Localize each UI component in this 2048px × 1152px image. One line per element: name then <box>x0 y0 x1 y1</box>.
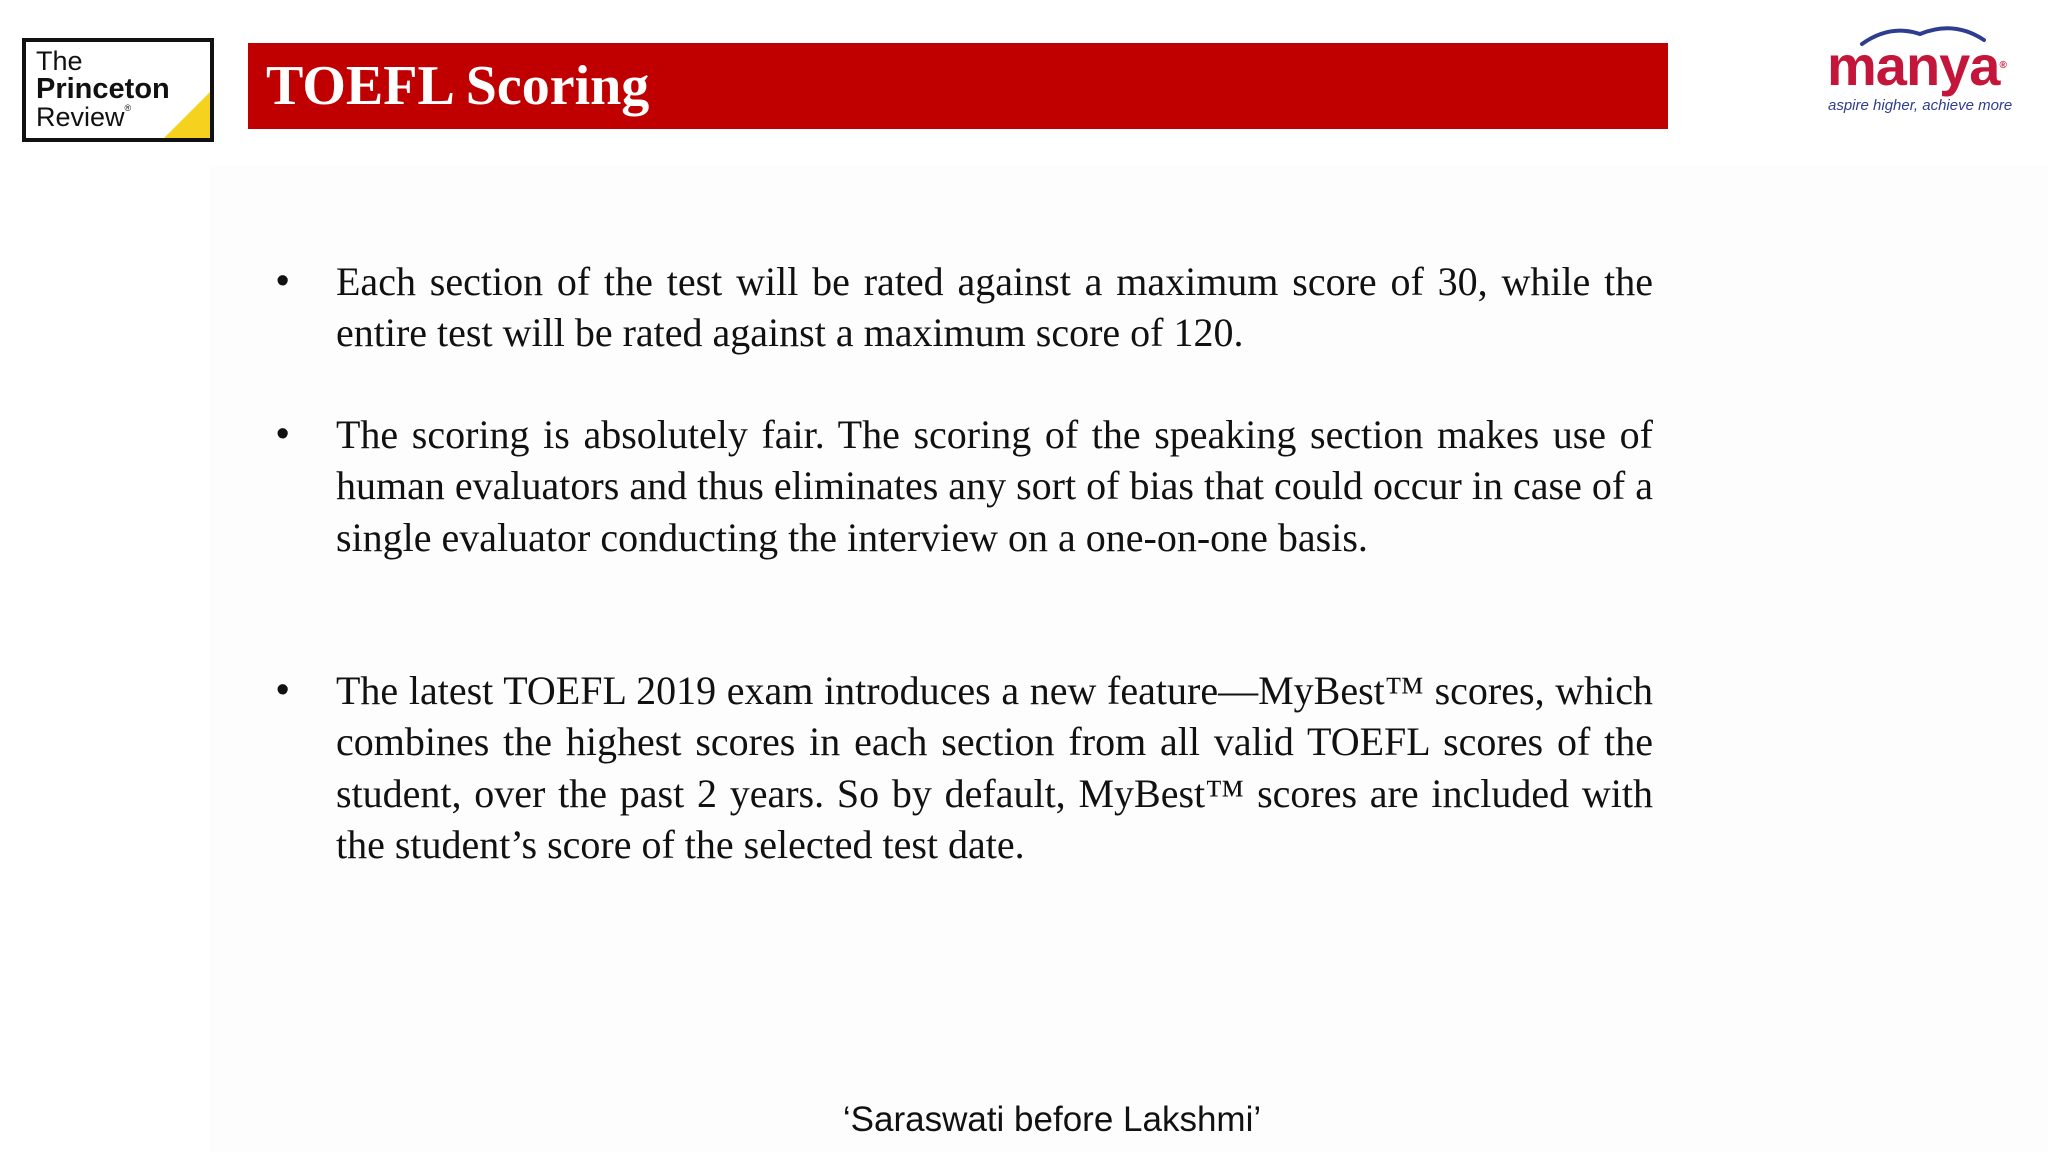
bullet-text-mybest-scores: The latest TOEFL 2019 exam introduces a new feature—MyBest™ scores, which combines the highest scores in each section from all valid TOEFL scores of the student, over the past 2 years. So by default, MyBest™ scores are included with the student’s score of the selected test date. <box>336 668 1653 867</box>
princeton-review-line-1: The <box>36 46 83 76</box>
manya-wordmark-text: manya <box>1827 34 2000 97</box>
footer-motto: ‘Saraswati before Lakshmi’ <box>842 1100 1262 1139</box>
princeton-review-line-3-text: Review <box>36 102 125 132</box>
manya-tagline: aspire higher, achieve more <box>1828 97 2013 114</box>
bullet-marker: • <box>276 260 290 302</box>
manya-registered-mark: ® <box>1999 60 2006 71</box>
bullet-text-max-score: Each section of the test will be rated against a maximum score of 30, while the entire test will be rated against a maximum score of 120. <box>336 259 1653 356</box>
princeton-review-registered-mark: ® <box>124 103 132 113</box>
princeton-review-line-2: Princeton <box>36 73 170 105</box>
slide-title: TOEFL Scoring <box>266 55 650 117</box>
bullet-text-fair-scoring: The scoring is absolutely fair. The scoring of the speaking section makes use of human evaluators and thus eliminates any sort of bias that could occur in case of a single evaluator conducting the interview on a one-on-one basis. <box>336 412 1653 560</box>
bullet-marker: • <box>276 669 290 711</box>
bullet-marker: • <box>276 413 290 455</box>
